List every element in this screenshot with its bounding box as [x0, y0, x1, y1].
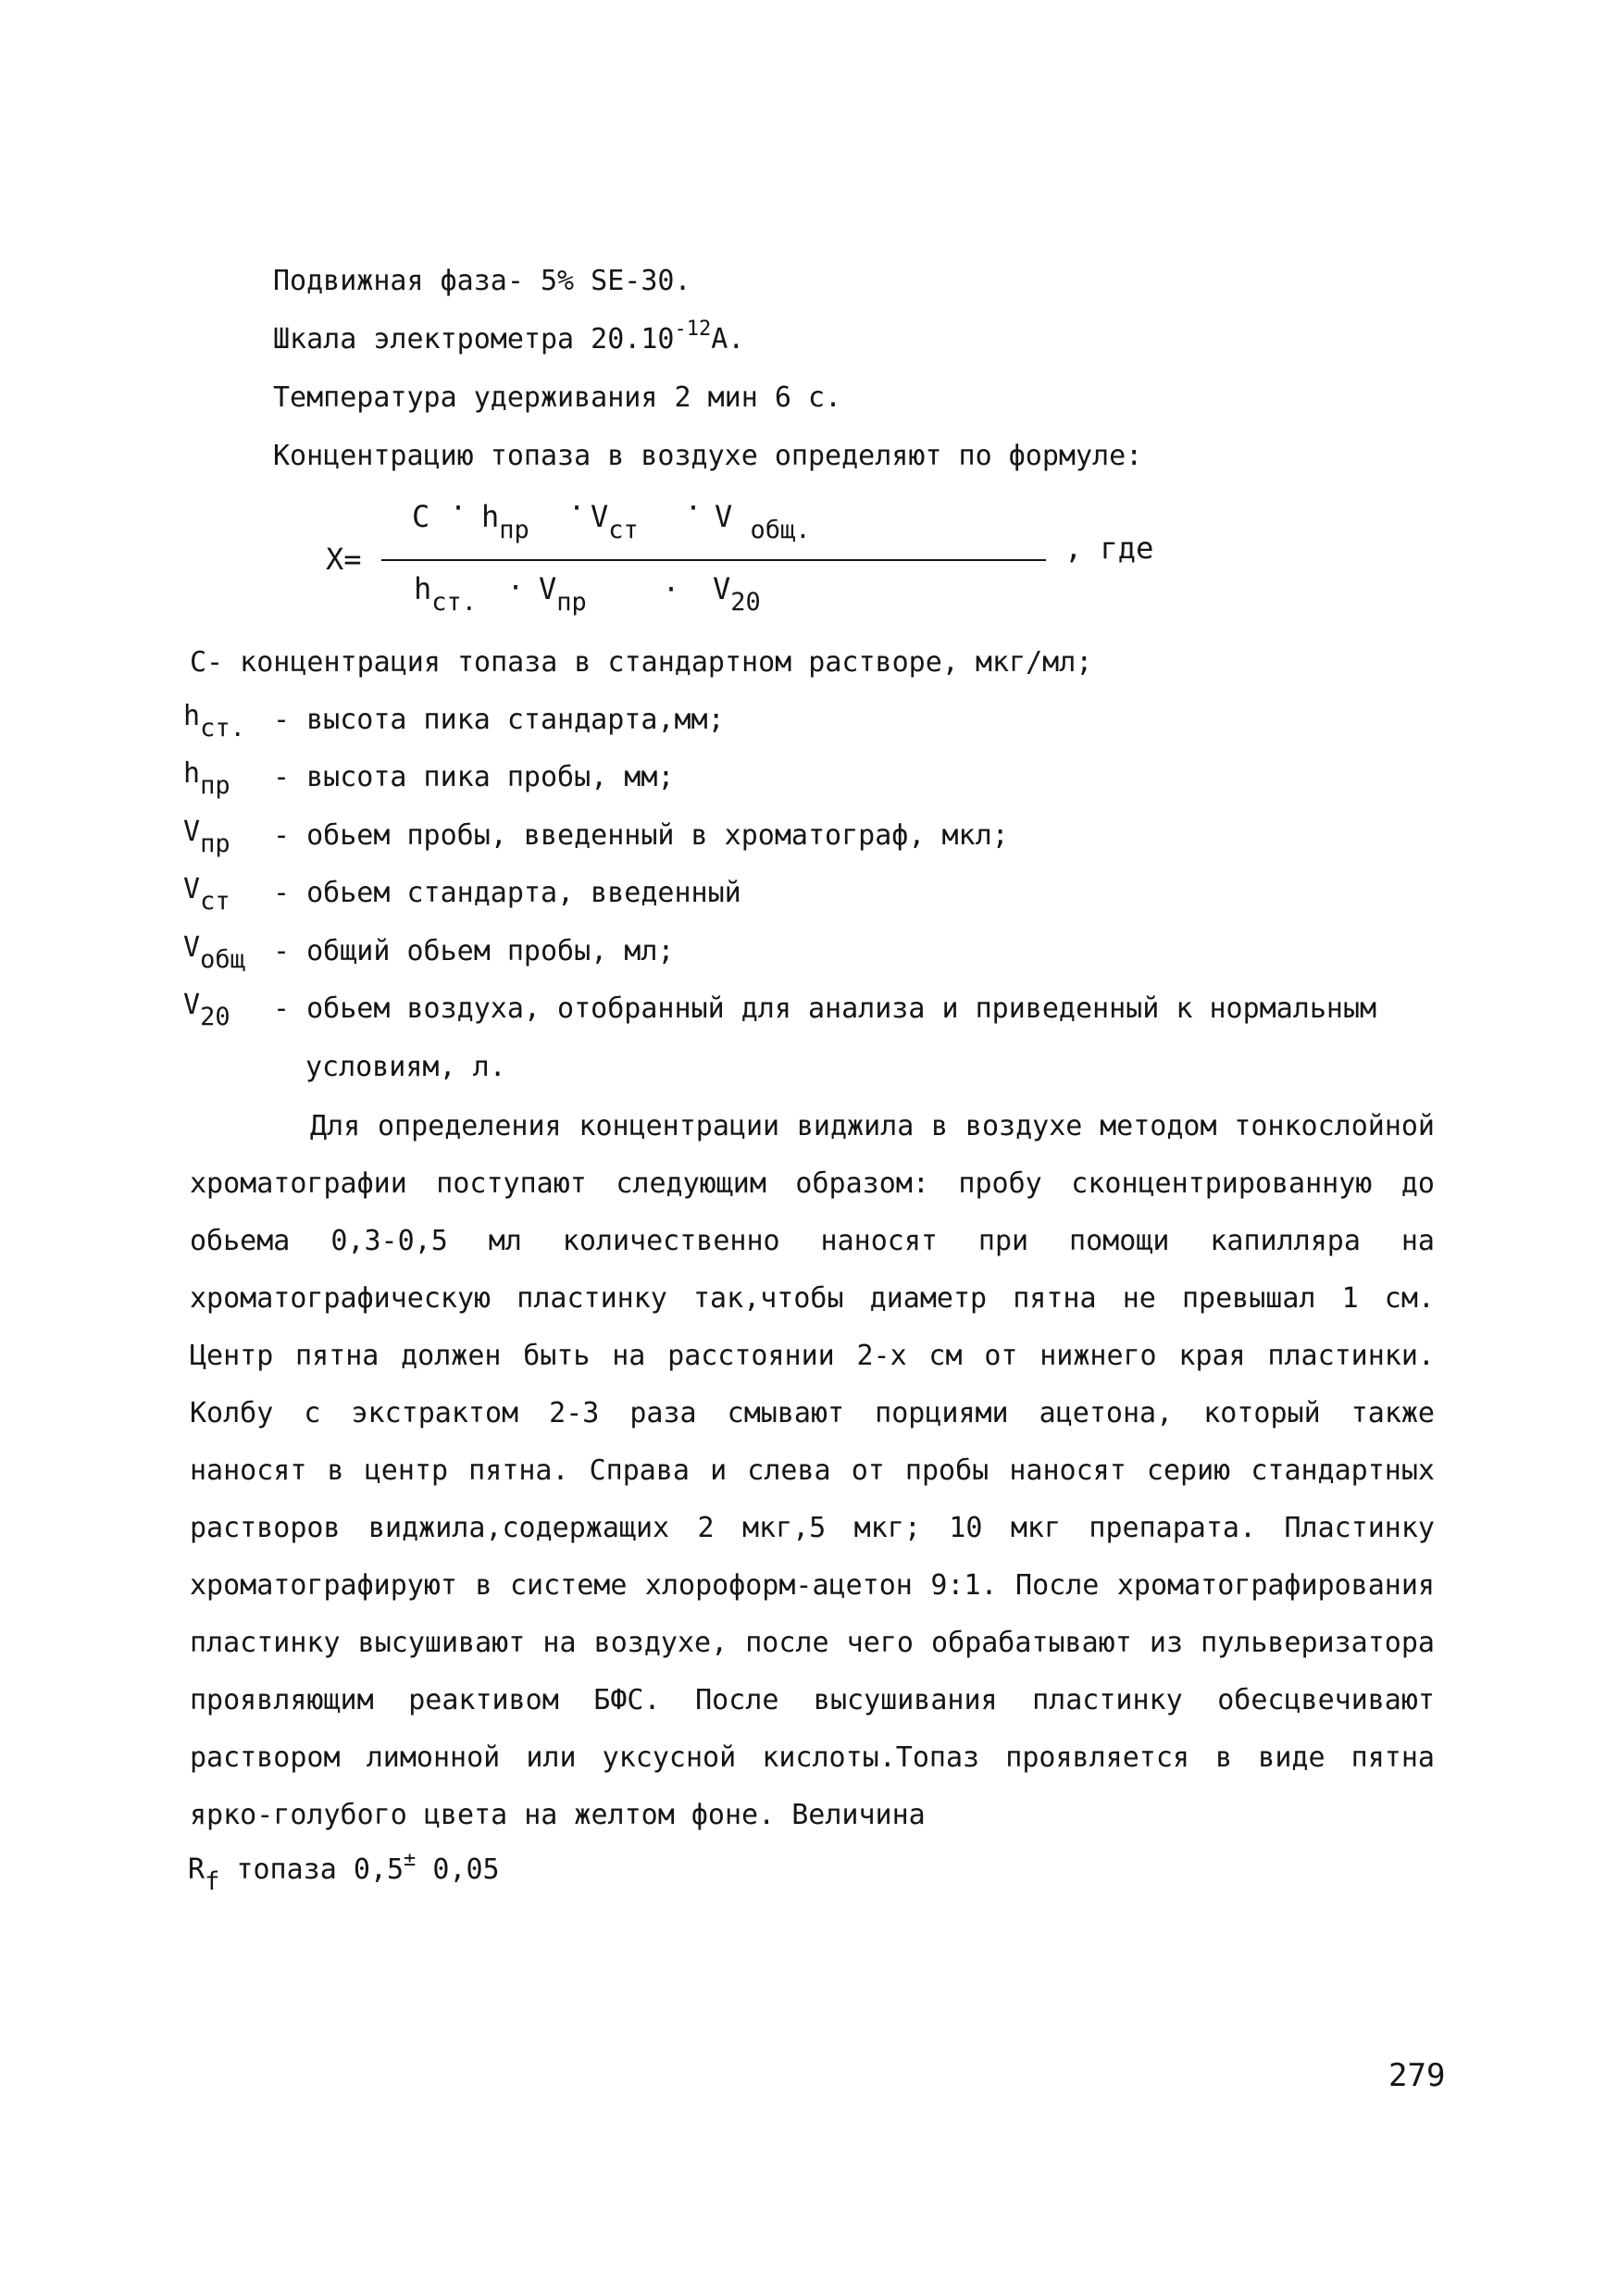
- formula-dot: ·: [507, 572, 525, 605]
- rf-value-line: Rf топаза 0,5± 0,05: [188, 1848, 500, 1896]
- legend-desc: - обьем воздуха, отобранный для анализа и приведенный к нормальным: [273, 992, 1377, 1025]
- legend-item: Vобщ: [183, 931, 245, 974]
- legend-item: Vпр: [183, 816, 230, 858]
- page-number: 279: [1388, 2057, 1446, 2094]
- formula-lhs: X=: [326, 542, 362, 577]
- formula-dot: ·: [685, 493, 703, 525]
- method-paragraph: [190, 1098, 1435, 1844]
- legend-desc: - обьем пробы, введенный в хроматограф, мкл;: [273, 819, 1009, 852]
- formula-intro-line: Концентрацию топаза в воздухе определяют по формуле:: [273, 440, 1143, 472]
- legend-desc: - общий обьем пробы, мл;: [273, 935, 675, 967]
- formula-dot: ·: [450, 493, 467, 525]
- formula-den-v-pr: $V_{пр}$: [539, 571, 587, 617]
- paragraph-text: Для определения концентрации виджила в воздухе методом тонкослойной хроматографии поступают следующим образом: пробу сконцентрированную до обьема 0,3-0,5 мл количественно наносят при помощи капилляра на хроматографическую пластинку так,чтобы диаметр пятна не превышал 1 см. Центр пятна должен быть на расстоянии 2-х см от нижнего края пластинки. Колбу с экстрактом 2-3 раза смывают порциями ацетона, который также наносят в центр пятна. Справа и слева от пробы наносят серию стандартных растворов виджила,содержащих 2 мкг,5 мкг; 10 мкг препарата. Пластинку хроматографируют в системе хлороформ-ацетон 9:1. После хроматографирования пластинку высушивают на воздухе, после чего обрабатывают из пульверизатора проявляющим реактивом БФС. После высушивания пластинку обесцвечивают раствором лимонной или уксусной кислоты.Топаз проявляется в виде пятна ярко-голубого цвета на желтом фоне. Величина: [190, 1110, 1435, 1831]
- legend-desc: - обьем стандарта, введенный: [273, 877, 741, 909]
- legend-item: V20: [183, 989, 230, 1031]
- legend-c: C- концентрация топаза в стандартном растворе, мкг/мл;: [190, 646, 1093, 679]
- legend-symbol: V: [183, 816, 201, 848]
- legend-symbol: h: [183, 757, 201, 790]
- legend-symbol: V: [183, 873, 201, 905]
- legend-item: Vст: [183, 873, 230, 916]
- legend-desc: - высота пика стандарта,мм;: [273, 704, 725, 736]
- legend-symbol: V: [183, 989, 201, 1021]
- legend-symbol: h: [183, 700, 201, 732]
- mobile-phase-line: Подвижная фаза- 5% SE-30.: [273, 265, 691, 297]
- legend-item: hпр: [183, 757, 230, 800]
- rf-symbol: R: [188, 1853, 205, 1886]
- formula-den-v20: $V_{20}$: [713, 571, 761, 617]
- legend-continuation: условиям, л.: [305, 1051, 506, 1083]
- electrometer-scale-line: Шкала электрометра $20.10^{-12}А$.: [273, 318, 745, 356]
- formula-num-h: $h_{пр}$: [481, 499, 529, 544]
- retention-temperature-line: Температура удерживания 2 мин 6 с.: [273, 381, 842, 414]
- fraction-bar: [381, 559, 1046, 561]
- formula-num-v-st: $V_{ст}$: [591, 499, 639, 544]
- formula-den-h: $h_{ст.}$: [414, 571, 478, 617]
- formula-num-c: C: [412, 499, 430, 534]
- formula-dot: ·: [568, 493, 586, 525]
- formula-dot: ·: [663, 574, 680, 606]
- formula-where: , где: [1064, 530, 1154, 566]
- legend-item: hст.: [183, 700, 245, 742]
- formula-num-v-obsh: V $_{общ.}$: [715, 499, 811, 544]
- legend-symbol: V: [183, 931, 201, 964]
- legend-desc: - высота пика пробы, мм;: [273, 761, 675, 793]
